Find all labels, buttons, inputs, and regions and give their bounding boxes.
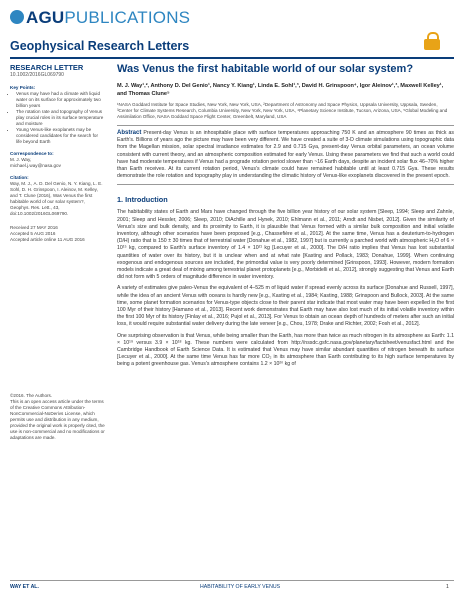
online-date: Accepted article online 11 AUG 2016 (10, 237, 85, 242)
correspondence-name: M. J. Way, (10, 157, 32, 162)
agu-publications-logo (10, 8, 190, 28)
logo-agu-text: AGU (26, 8, 65, 27)
article-type: RESEARCH LETTER (10, 63, 84, 72)
page-footer (10, 580, 454, 590)
license-text: This is an open access article under the terms of the Creative Commons Attribution-NonCommercial-NoDerivs License, which permits use and distribution in any medium, provided the original work is properly cited, the use is non-commercial and no modifications or adaptations are made. (10, 399, 105, 440)
correspondence-email[interactable]: michael.j.way@nasa.gov (10, 163, 61, 168)
affiliations: ¹NASA Goddard Institute for Space Studies, New York, New York, USA, ²Department of Astronomy and Space Physics, Uppsala University, Uppsala, Sweden, ³Center for Climate Systems Research, Columbia University, New York, New York, USA, ⁴Planetary Science Institute, Tucson, Arizona, USA, ⁵Global Modeling and Assimilation Office, NASA Goddard Space Flight Center, Greenbelt, Maryland, USA (117, 102, 448, 119)
citation-heading: Citation: (10, 175, 29, 180)
article-body (117, 209, 454, 368)
abstract-text: Present-day Venus is an inhospitable place with surface temperatures approaching 750 K and an atmosphere 90 times as thick as Earth's. Billions of years ago the picture may have been very different. We have created a suite of 3-D climate simulations using topographic data from the Magellan mission, solar spectral irradiance estimates for 2.9 and 0.715 Gya, present-day Venus orbital parameters, an ocean volume consistent with current theory, and an atmospheric composition estimated for early Venus. Using these parameters we find that such a world could have had moderate temperatures if Venus had a prograde rotation period slower than ~16 Earth days, despite an incident solar flux 46–70% higher than Earth receives. At its current rotation period, Venus's climate could have remained habitable until at least 0.715 Gya. These results demonstrate the role rotation and topography play in understanding the climatic history of Venus-like exoplanets discovered in the present epoch. (117, 130, 454, 180)
key-point: • The rotation rate and topography of Venus play crucial roles in its surface temperature and moisture (16, 109, 105, 127)
footer-authors: WAY ET AL. (10, 584, 39, 590)
citation-text: Way, M. J., A. D. Del Genio, N. Y. Kiang, L. E. Sohl, D. H. Grinspoon, I. Aleinov, M. Kelley, and T. Clune (2016), Was Venus the first habitable world of our solar system?, Geophys. Res. Lett., 43, doi:10.1002/2016GL069790. (10, 181, 103, 216)
key-points-heading: Key Points: (10, 85, 36, 90)
open-access-lock-icon (424, 39, 440, 50)
abstract-label: Abstract (117, 130, 142, 136)
body-paragraph: The habitability states of Earth and Mars have changed through the five billion year history of our solar system [Sleep, 1994; Sleep and Zahnle, 2001; Sleep and Hessler, 2006; Sleep, 2010; DiAchille and Hynek, 2010; Ehlmann et al., 2011; Arndt and Nisbet, 2012]. Given the similarity of Venus's size and bulk density, and its proximity to Earth, it is plausible that Venus formed with a similar bulk composition and initial volatile inventory, although other scenarios have been proposed [e.g., Chassefière et al., 2012]. At the same time, Venus has a deuterium-to-hydrogen (D/H) ratio that is 150 ± 30 times that of terrestrial water [Donahue et al., 1982, 1997] but is currently a parched world with atmospheric H₂O of 6 × 10¹⁵ kg, compared to Earth's surface inventory of 1.4 × 10²¹ kg [Lecuyer et al., 2000]. The D/H ratio implies that Venus has lost substantial quantities of water over its history, but it is unclear when and at what rate [Kasting and Pollack, 1983; Donahue, 1999]. When continuing exogenous and endogenous sources are included, the primordial value is very poorly determined [Grinspoon, 1993]. However, modern formation models indicate a great deal of mixing among terrestrial planet protoplanets [e.g., Morbidelli et al., 2012], strongly suggesting that Venus and Earth did not form with 5 orders of magnitude difference in water inventory. (117, 209, 454, 281)
page-number: 1 (446, 584, 449, 590)
key-point: • Venus may have had a climate with liquid water on its surface for approximately two billion years (16, 91, 105, 109)
key-points-list (10, 91, 105, 145)
copyright-notice: ©2016. The Authors. (10, 393, 53, 398)
key-point: • Young Venus-like exoplanets may be considered candidates for the search for life beyond Earth (16, 127, 105, 145)
logo-publications-text: PUBLICATIONS (64, 8, 191, 27)
article-doi[interactable]: 10.1002/2016GL069790 (10, 72, 64, 78)
section-heading: 1. Introduction (117, 195, 168, 205)
header-divider (10, 57, 454, 59)
author-list: M. J. Way¹,², Anthony D. Del Genio¹, Nancy Y. Kiang¹, Linda E. Sohl¹,³, David H. Grinspoon⁴, Igor Aleinov¹,³, Maxwell Kelley¹, and Thomas Clune⁵ (117, 83, 444, 97)
abstract-top-rule (117, 125, 454, 126)
body-paragraph: A variety of estimates give paleo-Venus the equivalent of 4–525 m of liquid water if spread evenly across its surface [Donahue and Russell, 1997], while the idea of an ancient Venus with oceans is hardly new [e.g., Kasting et al., 1984; Kasting, 1988; Grinspoon and Bullock, 2003]. At the same time, some planet formation scenarios for Venus-type objects close to their parent star indicate that most water may have been expelled in the first 100 Myr of their history [Hamano et al., 2013]. Recent work demonstrates that Earth may have also lost much of its initial volatile inventory within the first 100 Myr of its history [Finlay et al., 2016; Pujol et al., 2013]. For Venus to obtain an ocean depth of hundreds of meters after such an initial loss, it would require substantial water delivery during the late veneer [e.g., Chou, 1978; Drake and Richter, 2002; Fosh et al., 2012]. (117, 285, 454, 328)
accepted-date: Accepted 5 AUG 2016 (10, 231, 56, 236)
journal-title: Geophysical Research Letters (10, 39, 190, 53)
article-main (117, 63, 454, 373)
body-paragraph: One surprising observation is that Venus, while being smaller than the Earth, has more than twice as much nitrogen in its atmosphere as Earth: 1.1 × 10¹⁹ versus 3.9 × 10¹⁸ kg. These numbers were calculated from http://nssdc.gsfc.nasa.gov/planetary/factsheet/venusfact.html and the Cambridge Handbook of Earth Science Data. It is estimated that Venus may have similar abundant quantities of nitrogen beneath its surface [Lecuyer et al., 2000]. At the same time Venus has far more CO₂ in its atmosphere than Earth contributing to its high surface temperatures by being a potent greenhouse gas. Venus's atmosphere contains 1.2 × 10²⁰ kg of (117, 332, 454, 368)
abstract (117, 130, 454, 180)
globe-icon (10, 10, 24, 24)
sidebar (10, 63, 105, 441)
footer-running-title: HABITABILITY OF EARLY VENUS (200, 584, 281, 590)
correspondence-heading: Correspondence to: (10, 151, 54, 156)
article-title: Was Venus the first habitable world of our solar system? (117, 63, 414, 75)
abstract-bottom-rule (117, 184, 454, 185)
publisher-header (0, 0, 464, 38)
received-date: Received 27 MAY 2016 (10, 225, 58, 230)
